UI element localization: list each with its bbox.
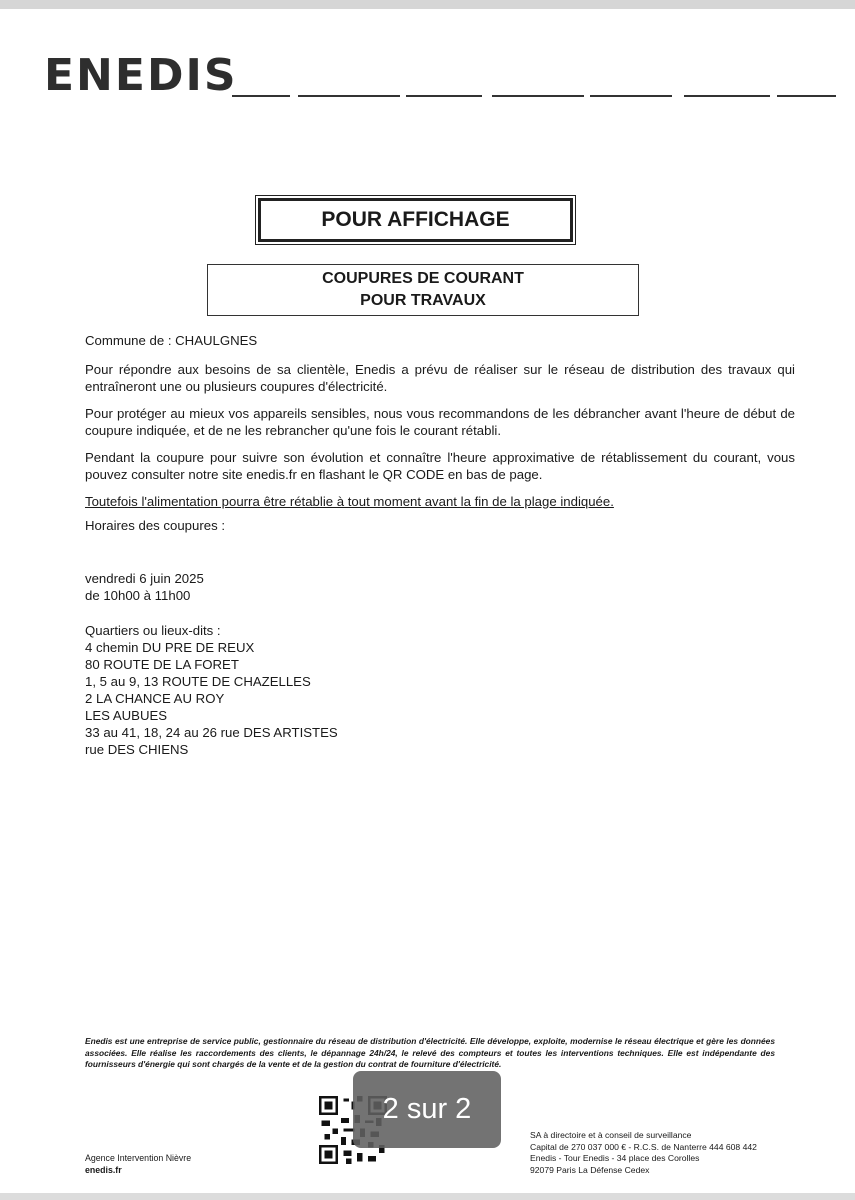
page-indicator	[353, 1071, 501, 1148]
commune-line: Commune de : CHAULGNES	[85, 333, 258, 348]
viewer-top-edge	[0, 0, 855, 9]
address-line: 92079 Paris La Défense Cedex	[530, 1164, 650, 1175]
location-item: rue DES CHIENS	[85, 742, 189, 757]
header-rule	[232, 95, 836, 97]
location-item: 1, 5 au 9, 13 ROUTE DE CHAZELLES	[85, 674, 311, 689]
restoration-notice: Toutefois l'alimentation pourra être rétablie à tout moment avant la fin de la plage indiquée.	[85, 494, 614, 509]
schedule-time: de 10h00 à 11h00	[85, 588, 191, 603]
schedule-heading: Horaires des coupures :	[85, 518, 226, 533]
location-item: LES AUBUES	[85, 708, 168, 723]
location-item: 80 ROUTE DE LA FORET	[85, 657, 239, 672]
schedule-block	[85, 570, 795, 604]
enedis-logo	[44, 52, 238, 100]
address-line: SA à directoire et à conseil de surveillance	[530, 1130, 692, 1140]
legal-notice: Enedis est une entreprise de service public, gestionnaire du réseau de distribution d'électricité. Elle développe, exploite, modernise le réseau électrique et gère les données associées. Elle réalise les raccordements des clients, le dépannage 24h/24, le relevé des compteurs et toutes les interventions techniques. Elle est indépendante des fournisseurs d'énergie qui sont chargés de la vente et de la gestion du contrat de fourniture d'électricité.	[85, 1036, 775, 1069]
location-item: 2 LA CHANCE AU ROY	[85, 691, 225, 706]
location-item: 33 au 41, 18, 24 au 26 rue DES ARTISTES	[85, 725, 338, 740]
subject-line-1: COUPURES DE COURANT	[322, 270, 524, 287]
paragraph-intro: Pour répondre aux besoins de sa clientèle, Enedis a prévu de réaliser sur le réseau de distribution des travaux qui entraîneront une ou plusieurs coupures d'électricité.	[85, 362, 795, 394]
company-address	[530, 1130, 757, 1176]
schedule-date: vendredi 6 juin 2025	[85, 571, 204, 586]
website-link[interactable]: enedis.fr	[85, 1165, 122, 1175]
pour-affichage-box	[258, 198, 573, 242]
pour-affichage-title: POUR AFFICHAGE	[321, 208, 510, 231]
subject-box	[207, 264, 639, 316]
subject-line-2: POUR TRAVAUX	[360, 292, 486, 309]
address-line: Capital de 270 037 000 € - R.C.S. de Nanterre 444 608 442	[530, 1141, 757, 1152]
address-line: Enedis - Tour Enedis - 34 place des Corolles	[530, 1153, 700, 1163]
locations-block	[85, 622, 795, 758]
viewer-bottom-edge	[0, 1193, 855, 1200]
agency-name: Agence Intervention Nièvre	[85, 1153, 192, 1163]
paragraph-recommendation: Pour protéger au mieux vos appareils sensibles, nous vous recommandons de les débrancher avant l'heure de début de coupure indiquée, et de ne les rebrancher qu'une fois le courant rétabli.	[85, 406, 795, 438]
paragraph-qr-info: Pendant la coupure pour suivre son évolution et connaître l'heure approximative de rétablissement du courant, vous pouvez consulter notre site enedis.fr en flashant le QR CODE en bas de page.	[85, 450, 795, 482]
locations-heading: Quartiers ou lieux-dits :	[85, 623, 221, 638]
location-item: 4 chemin DU PRE DE REUX	[85, 640, 255, 655]
agency-block	[85, 1152, 191, 1176]
logo-text: ENEDIS	[44, 50, 238, 101]
page-indicator-label: 2 sur 2	[382, 1093, 472, 1125]
